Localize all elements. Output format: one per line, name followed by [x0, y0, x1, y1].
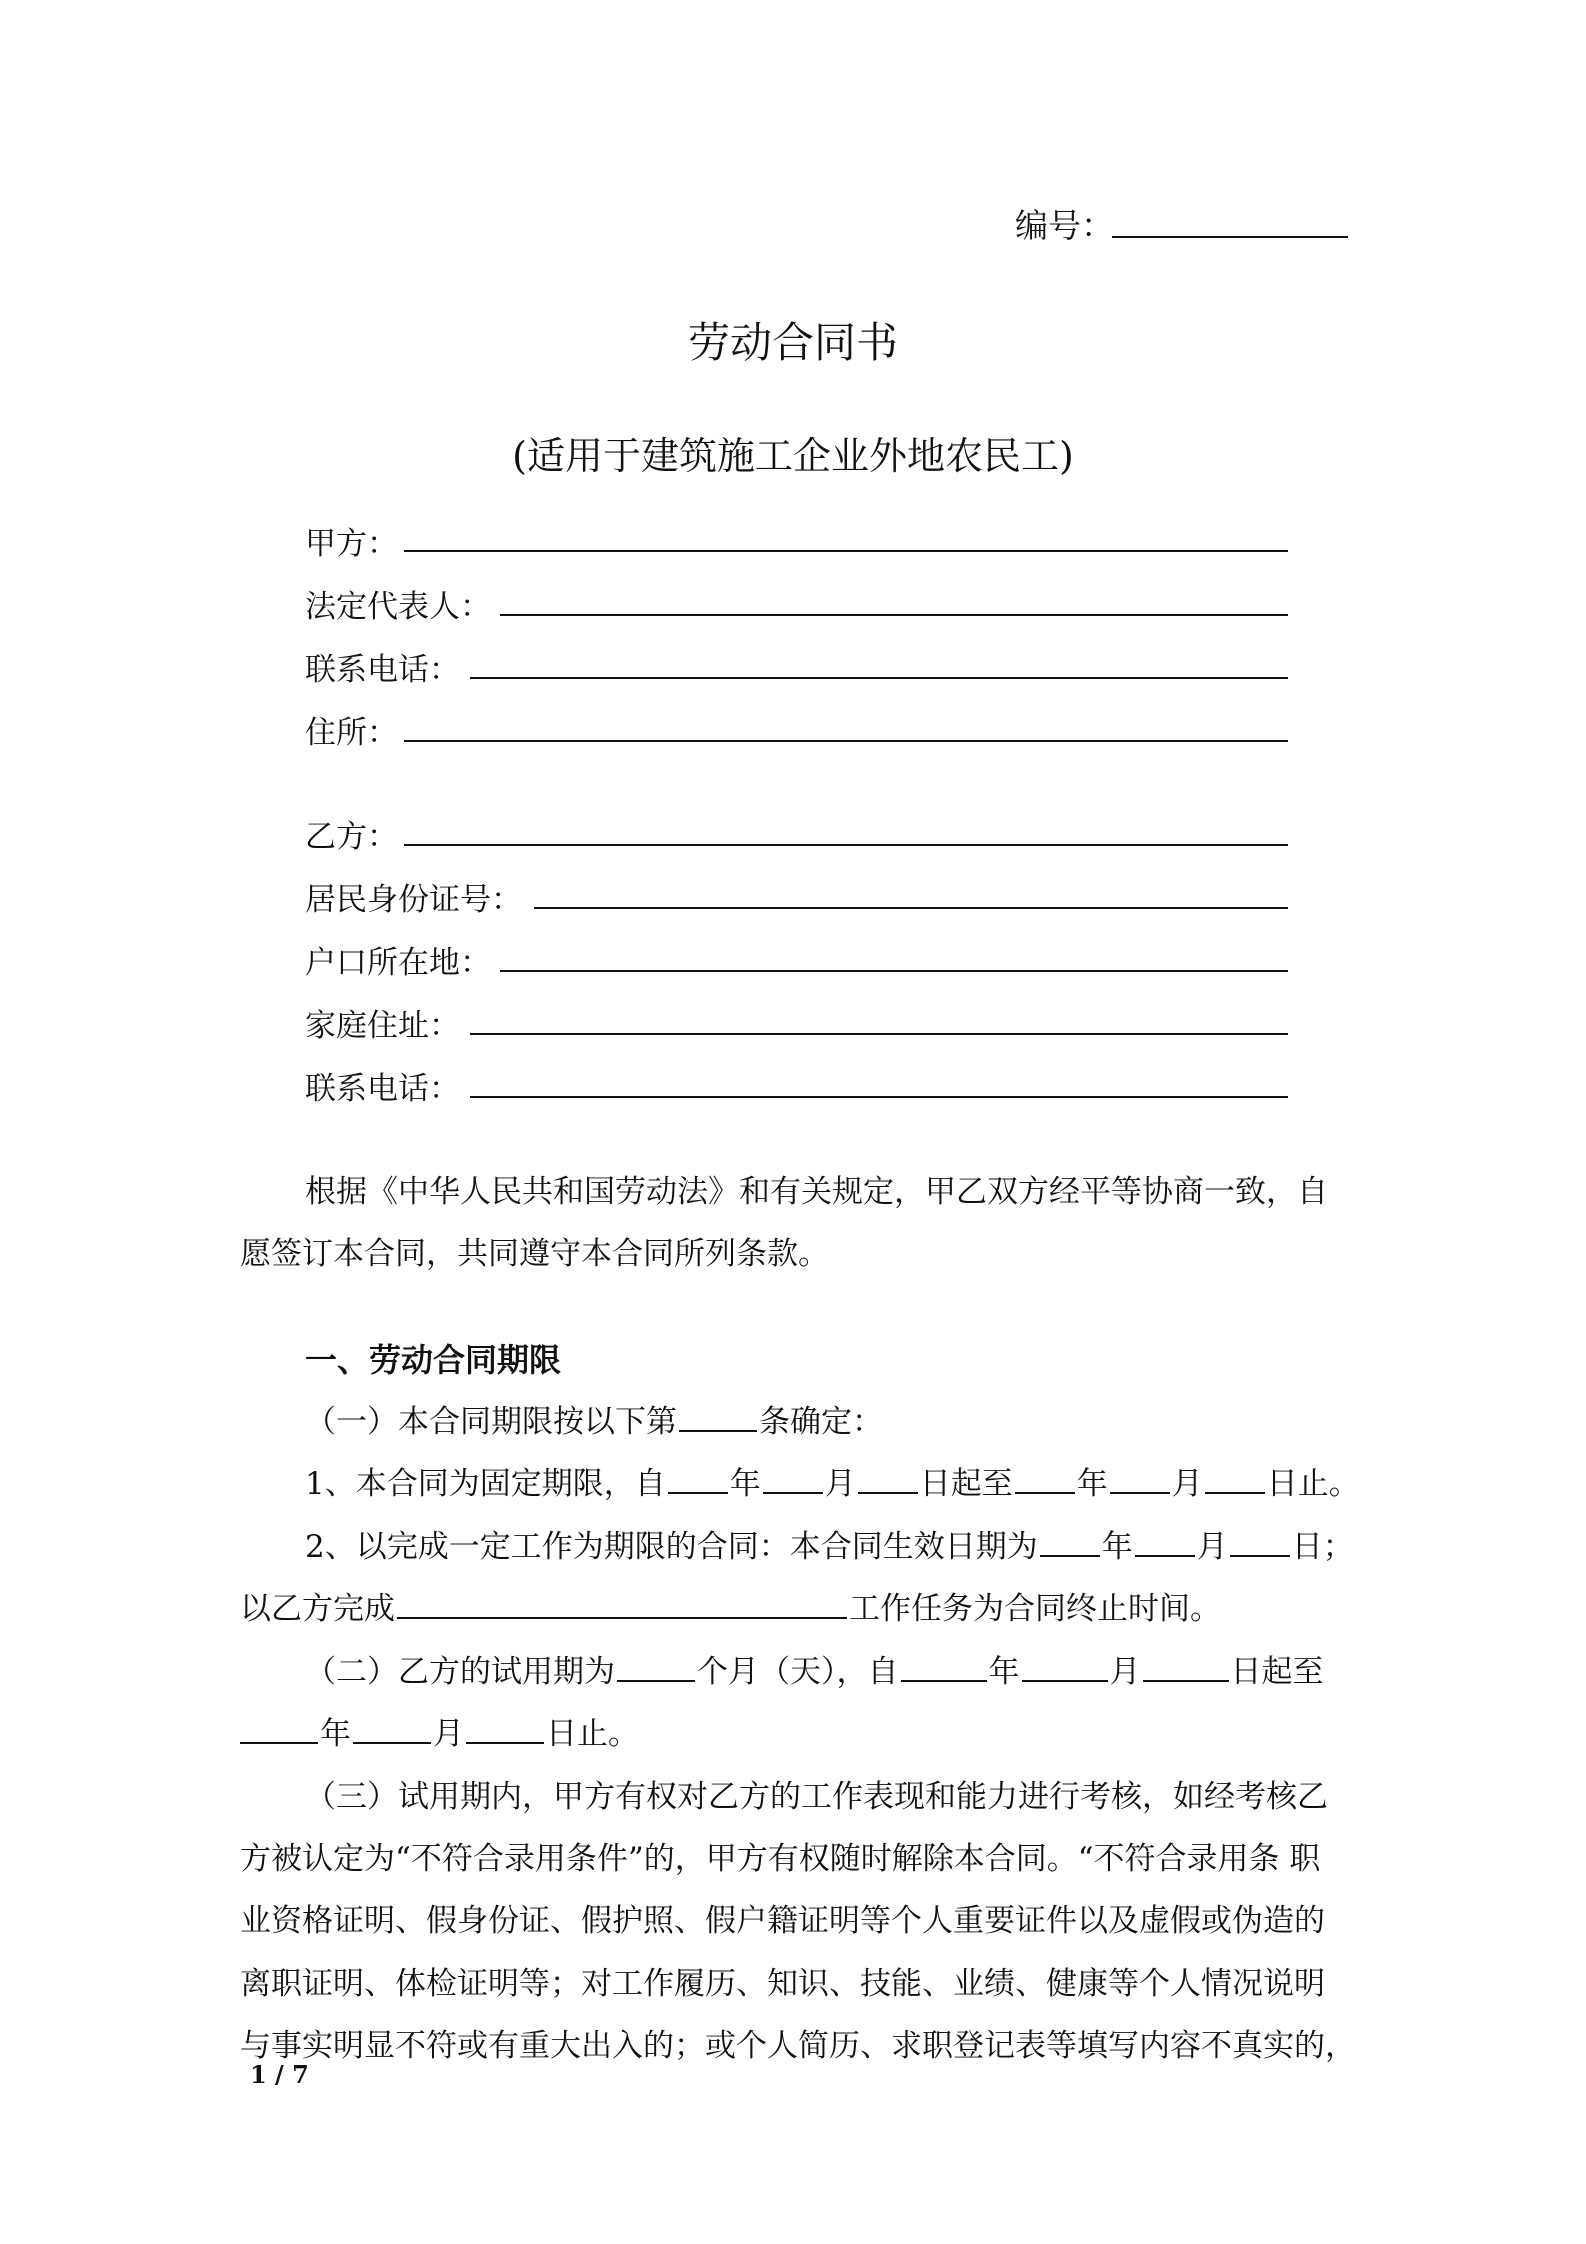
probation-end-year-blank[interactable]: [240, 1712, 318, 1744]
household-registration-field[interactable]: [500, 970, 1288, 972]
section-heading-contract-term: 一、劳动合同期限: [305, 1341, 562, 1379]
clause-text: （一）本合同期限按以下第: [305, 1404, 677, 1440]
legal-representative-label: 法定代表人：: [305, 589, 491, 625]
clause-probation-end: [240, 1708, 639, 1753]
party-b-phone-label: 联系电话：: [305, 1071, 460, 1107]
home-address-label: 家庭住址：: [305, 1008, 460, 1044]
clause-assessment-line-5: 与事实明显不符或有重大出入的；或个人简历、求职登记表等填写内容不真实的，: [240, 2028, 1356, 2064]
party-b-name-label: 乙方：: [305, 819, 398, 855]
end-month-blank[interactable]: [1110, 1462, 1170, 1494]
clause-task-completion: [240, 1583, 1221, 1628]
page-number: 1 / 7: [250, 2060, 309, 2089]
household-registration-label: 户口所在地：: [305, 945, 491, 981]
party-a-phone-field[interactable]: [470, 677, 1288, 679]
month-label: 月: [1196, 1529, 1228, 1565]
clause-text: 2、以完成一定工作为期限的合同：本合同生效日期为: [305, 1529, 1038, 1565]
legal-representative-field[interactable]: [500, 614, 1288, 616]
contract-number-field[interactable]: [1112, 236, 1348, 238]
effective-month-blank[interactable]: [1135, 1525, 1195, 1557]
clause-text: 以乙方完成: [240, 1591, 395, 1627]
end-day-blank[interactable]: [1205, 1462, 1265, 1494]
month-label: 月: [1109, 1654, 1141, 1690]
year-label: 年: [1076, 1466, 1108, 1502]
party-a-name-label: 甲方：: [305, 526, 398, 562]
probation-start-month-blank[interactable]: [1022, 1650, 1108, 1682]
year-label: 年: [729, 1466, 761, 1502]
clause-text: 1、本合同为固定期限，自: [305, 1466, 666, 1502]
party-a-name-field[interactable]: [404, 550, 1288, 552]
day-from-label: 日起至: [1230, 1654, 1324, 1690]
page-title: 劳动合同书: [687, 318, 898, 367]
probation-start-day-blank[interactable]: [1143, 1650, 1229, 1682]
effective-year-blank[interactable]: [1040, 1525, 1100, 1557]
month-label: 月: [433, 1716, 464, 1752]
clause-text: 条确定：: [759, 1404, 883, 1440]
page-subtitle: (适用于建筑施工企业外地农民工): [512, 434, 1074, 478]
clause-assessment-line-3: 业资格证明、假身份证、假护照、假户籍证明等个人重要证件以及虚假或伪造的: [240, 1903, 1325, 1939]
clause-text: （二）乙方的试用期为: [305, 1654, 615, 1690]
year-label: 年: [320, 1716, 351, 1752]
probation-end-day-blank[interactable]: [466, 1712, 544, 1744]
clause-text: 个月（天），自: [697, 1654, 899, 1690]
effective-day-blank[interactable]: [1230, 1525, 1290, 1557]
party-a-address-label: 住所：: [305, 715, 398, 751]
clause-term-selection: [305, 1396, 883, 1441]
clause-assessment-line-4: 离职证明、体检证明等；对工作履历、知识、技能、业绩、健康等个人情况说明: [240, 1966, 1325, 2002]
id-number-field[interactable]: [534, 907, 1288, 909]
party-b-phone-field[interactable]: [470, 1096, 1288, 1098]
intro-line-2: 愿签订本合同，共同遵守本合同所列条款。: [240, 1236, 829, 1272]
clause-assessment-line-1: （三）试用期内，甲方有权对乙方的工作表现和能力进行考核，如经考核乙: [305, 1779, 1328, 1815]
start-day-blank[interactable]: [858, 1462, 918, 1494]
start-month-blank[interactable]: [763, 1462, 823, 1494]
month-label: 月: [1171, 1466, 1203, 1502]
day-label: 日；: [1291, 1529, 1354, 1565]
contract-number-label: 编号：: [1015, 206, 1114, 245]
party-a-phone-label: 联系电话：: [305, 652, 460, 688]
task-description-blank[interactable]: [397, 1587, 847, 1619]
party-a-address-field[interactable]: [404, 740, 1288, 742]
probation-end-month-blank[interactable]: [353, 1712, 431, 1744]
day-end-label: 日止。: [546, 1716, 639, 1752]
clause-text: 工作任务为合同终止时间。: [849, 1591, 1221, 1627]
clause-probation: [305, 1646, 1324, 1691]
day-end-label: 日止。: [1266, 1466, 1360, 1502]
home-address-field[interactable]: [470, 1033, 1288, 1035]
year-label: 年: [988, 1654, 1020, 1690]
end-year-blank[interactable]: [1015, 1462, 1075, 1494]
clause-assessment-line-2: 方被认定为“不符合录用条件”的，甲方有权随时解除本合同。“不符合录用条 职: [240, 1841, 1321, 1877]
month-label: 月: [824, 1466, 856, 1502]
year-label: 年: [1101, 1529, 1133, 1565]
id-number-label: 居民身份证号：: [305, 882, 522, 918]
probation-length-blank[interactable]: [617, 1650, 695, 1682]
party-b-name-field[interactable]: [404, 844, 1288, 846]
clause-task-term: [305, 1521, 1354, 1566]
day-from-label: 日起至: [919, 1466, 1013, 1502]
start-year-blank[interactable]: [668, 1462, 728, 1494]
term-choice-blank[interactable]: [679, 1400, 757, 1432]
clause-fixed-term: [305, 1458, 1360, 1503]
probation-start-year-blank[interactable]: [901, 1650, 987, 1682]
intro-line-1: 根据《中华人民共和国劳动法》和有关规定，甲乙双方经平等协商一致，自: [305, 1174, 1328, 1210]
